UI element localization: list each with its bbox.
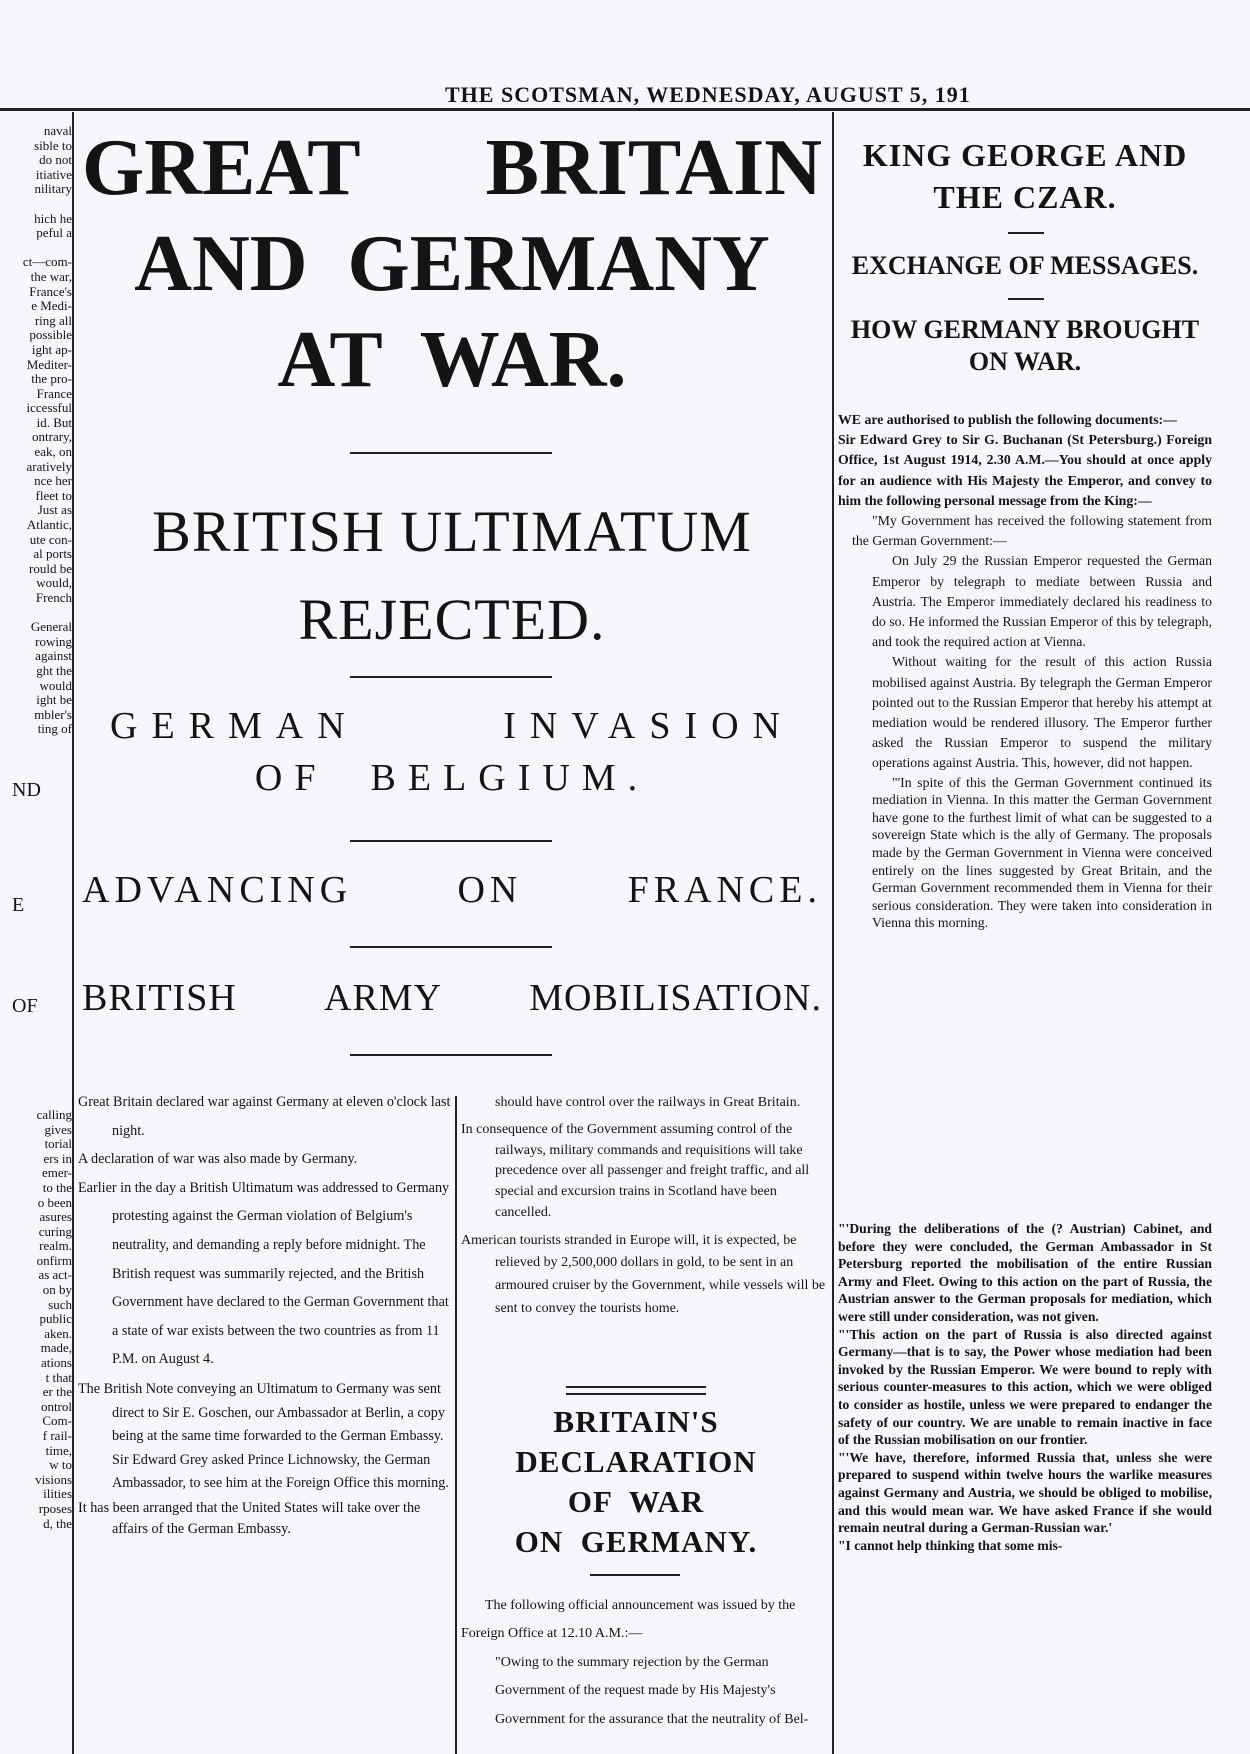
left-fragment-line: would, (36, 575, 72, 591)
headline-line-1 (82, 120, 822, 216)
left-fragment-line: France (36, 385, 72, 401)
column-rule-center (455, 1096, 457, 1754)
left-fragment-line: emer- (41, 1165, 72, 1181)
article-paragraph (461, 1120, 832, 1224)
left-fragment-line: ontrary, (32, 429, 72, 445)
right-paragraph: Sir Edward Grey to Sir G. Buchanan (St Petersburg.) Foreign Office, 1st August 1914, 2.30 A.M.—You should at once apply for an audience with His Majesty the Emperor, and convey to him the following personal message from the King:— (838, 432, 1212, 508)
subheadline-german: GERMAN (110, 705, 359, 747)
article-paragraph (461, 1093, 832, 1114)
left-fragment-line: naval (43, 124, 72, 138)
left-fragment-line: aken. (44, 1325, 72, 1341)
left-fragment-line (0, 197, 72, 212)
left-fragment-line: visions (35, 1471, 72, 1487)
left-fragment-line: nilitary (34, 181, 72, 197)
declaration-headline (461, 1402, 811, 1562)
left-fragment-line: ght the (36, 662, 72, 678)
right-paragraph: "'During the deliberations of the (? Austrian) Cabinet, and before they were concluded, the German Ambassador in St Petersburg reported the mobilisation of the entire Russian Army and Fleet. Owing to this action on the part of Russia, the Austrian answer to the German proposals for mediation, which were still under consideration, was not given. (838, 1221, 1212, 1324)
left-fragment-line: ight be (36, 692, 72, 708)
masthead: THE SCOTSMAN, WEDNESDAY, AUGUST 5, 191 (445, 82, 971, 107)
left-fragment-line: curing (38, 1223, 72, 1239)
right-headline-how-line1: HOW GERMANY BROUGHT (850, 315, 1200, 344)
left-fragment-line: ations (40, 1355, 72, 1371)
article-left-body (78, 1088, 451, 1540)
left-fragment-line: er the (42, 1384, 72, 1400)
left-fragment-line: itiative (35, 166, 72, 182)
left-fragment-line: ring all (34, 312, 72, 328)
declaration-line: DECLARATION (515, 1444, 757, 1479)
subheadline-advancing-word: ADVANCING (82, 869, 353, 911)
headline-great: GREAT (82, 124, 361, 212)
left-fragment-line: iccessful (26, 400, 72, 416)
left-fragment-line: torial (44, 1136, 72, 1152)
subheadline-british-word: BRITISH (82, 977, 237, 1019)
separator-3 (350, 840, 552, 842)
article-middle-body (461, 1093, 832, 1322)
subheadline-invasion-line2: OF BELGIUM. (254, 757, 650, 799)
right-headline-how-germany (838, 314, 1212, 378)
left-fragment-line: possible (29, 327, 72, 343)
paragraph-text: Earlier in the day a British Ultimatum was addressed to Germany protesting against the German violation of Belgium's neutrality, and demanding a reply before midnight. The British request was summarily rejected, and the British Government have declared to the German Government that a state of war exists between the two countries as from 11 P.M. on August 4. (78, 1179, 450, 1368)
left-fragment-line: made, (40, 1340, 72, 1356)
left-fragment-line: Mediter- (26, 356, 72, 372)
article-paragraph (461, 1230, 832, 1320)
left-fragment-line: the pro- (31, 371, 72, 387)
left-fragment-line: ight ap- (31, 341, 72, 357)
left-fragment-line: Com- (42, 1413, 72, 1429)
left-fragment-of: OF (12, 994, 38, 1017)
right-headline-how-line2: ON WAR. (968, 347, 1082, 376)
left-fragment-line: ontrol (40, 1398, 72, 1414)
left-fragment-line: mbler's (34, 706, 72, 722)
right-paragraph: Without waiting for the result of this action Russia mobilised against Austria. By telegraph the German Emperor pointed out to the Russian Emperor that hereby his attempt at mediation would be rendered illusory. The Emperor further asked the Russian Emperor to suspend the military operations against Austria. This, however, did not happen. (872, 654, 1212, 771)
left-fragment-line: nce her (34, 473, 72, 489)
paragraph-text: American tourists stranded in Europe will, it is expected, be relieved by 2,500,000 dollars in gold, to be sent in an armoured cruiser by the Government, while vessels will be sent to convey the tourists home. (461, 1232, 826, 1316)
article-paragraph (78, 1174, 451, 1374)
left-fragment-line: ers in (43, 1150, 72, 1166)
right-headline-king-czar: KING GEORGE AND THE CZAR. (862, 137, 1188, 215)
declaration-line: ON GERMANY. (514, 1524, 758, 1559)
left-fragments-top (0, 124, 72, 737)
left-fragment-line: time, (45, 1442, 72, 1458)
left-fragment-line: public (39, 1311, 72, 1327)
subheadline-ultimatum-line1: BRITISH ULTIMATUM (152, 499, 752, 564)
right-separator-1 (1008, 232, 1044, 234)
left-fragment-line: peful a (36, 225, 72, 241)
left-fragment-line: w to (49, 1457, 72, 1473)
left-fragment-line: f rail- (42, 1428, 72, 1443)
subheadline-mobilisation (82, 976, 822, 1020)
left-fragment-line: onfirm (36, 1252, 72, 1268)
left-fragment-line: e Medi- (31, 298, 72, 314)
left-fragment-line: ting of (37, 721, 72, 737)
paragraph-text: It has been arranged that the United States will take over the affairs of the German Embassy. (78, 1499, 421, 1537)
right-paragraph: "I cannot help thinking that some mis- (838, 1537, 1063, 1553)
paragraph-text: In consequence of the Government assuming control of the railways, military commands and requisitions will take precedence over all passenger and freight traffic, and all special and excursion trains in Scotland have been cancelled. (461, 1121, 810, 1220)
separator-6 (590, 1574, 680, 1576)
right-headline-exchange: EXCHANGE OF MESSAGES. (851, 251, 1199, 280)
left-fragment-line: sible to (34, 137, 72, 153)
separator-2 (350, 676, 552, 678)
left-fragment-line: id. But (36, 414, 72, 430)
left-fragment-line: ilities (43, 1486, 72, 1502)
subheadline-advancing (82, 868, 822, 912)
subheadline-mobilisation-word: MOBILISATION. (529, 977, 822, 1019)
article-paragraph (78, 1088, 451, 1145)
right-article-body (838, 410, 1212, 932)
left-fragment-line: on by (42, 1282, 72, 1298)
left-fragment-line (0, 241, 72, 256)
left-fragment-line: as act- (38, 1267, 72, 1283)
left-fragment-e: E (12, 893, 25, 916)
left-fragment-line: eak, on (34, 444, 72, 460)
left-fragment-line: General (30, 619, 72, 635)
left-fragment-nd: ND (12, 778, 41, 801)
left-fragment-line: ct—com- (22, 254, 72, 270)
declaration-line: OF WAR (567, 1484, 705, 1519)
left-fragment-line: the war, (30, 268, 72, 284)
paragraph-text: "Owing to the summary rejection by the German Government of the request made by His Majesty's Government for the assurance that the neutrality of Bel- (495, 1654, 809, 1727)
paragraph-text: The following official announcement was issued by the Foreign Office at 12.10 A.M.:— (461, 1598, 796, 1642)
left-fragment-line: hich he (34, 210, 72, 226)
subheadline-on-word: ON (457, 869, 523, 911)
left-fragment-line: realm. (39, 1238, 72, 1254)
left-fragment-line: against (35, 648, 72, 664)
headline-line-2: AND GERMANY (134, 220, 770, 308)
right-paragraph: "My Government has received the following statement from the German Government:— (852, 513, 1212, 549)
left-fragment-column (0, 124, 72, 1531)
left-fragment-line: such (48, 1296, 72, 1312)
subheadline-ultimatum-line2: REJECTED. (298, 587, 606, 652)
left-fragment-line: France's (29, 283, 72, 299)
left-fragment-line: calling (36, 1106, 72, 1122)
left-fragment-line: do not (39, 152, 72, 168)
headline-britain: BRITAIN (485, 124, 822, 212)
right-paragraph: "'In spite of this the German Government continued its mediation in Vienna. In this matter the German Government have gone to the furthest limit of what can be suggested to a sovereign State which is the ally of Germany. The proposals made by the German Government in Vienna were conceived entirely on the lines suggested by Great Britain, and the German Government recommended them in Vienna for their serious consideration. They were taken into consideration in Vienna this morning. (872, 774, 1212, 931)
article-paragraph (461, 1649, 832, 1734)
left-fragment-line: gives (44, 1121, 72, 1137)
paragraph-text: should have control over the railways in Great Britain. (495, 1095, 801, 1110)
subheadline-france-word: FRANCE. (627, 869, 822, 911)
masthead-rule (0, 108, 1250, 111)
left-fragment-line: French (35, 590, 72, 605)
left-fragment-line: aratively (26, 458, 72, 474)
left-fragment-line: Just as (37, 502, 72, 518)
subheadline-army-word: ARMY (324, 977, 443, 1019)
right-paragraph: "'We have, therefore, informed Russia that, unless she were prepared to suspend within twelve hours the warlike measures against Germany and Austria, we should be obliged to mobilise, and this would mean war. We have asked France if she would remain neutral during a German-Russian war.' (838, 1449, 1212, 1536)
left-fragment-line: fleet to (35, 487, 72, 503)
separator-1 (350, 452, 552, 454)
left-fragment-line: rposes (38, 1500, 72, 1516)
left-fragment-line: to the (42, 1179, 72, 1195)
double-rule (566, 1386, 706, 1395)
left-fragment-line: rowing (35, 633, 72, 649)
left-fragment-line: o been (37, 1194, 72, 1210)
left-fragment-line: d, the (43, 1515, 72, 1531)
article-paragraph (78, 1145, 451, 1174)
paragraph-text: The British Note conveying an Ultimatum to Germany was sent direct to Sir E. Goschen, our Ambassador at Berlin, a copy being at the same time forwarded to the German Embassy. Sir Edward Grey asked Prince Lichnowsky, the German Ambassador, to see him at the Foreign Office this morning. (78, 1380, 449, 1492)
left-fragment-line: rould be (29, 560, 72, 576)
left-fragment-line: ute con- (29, 531, 72, 547)
right-intro: WE are authorised to publish the following documents:— (838, 412, 1177, 427)
article-paragraph (78, 1498, 451, 1540)
headline-main (82, 120, 822, 408)
left-fragment-line: Atlantic, (26, 517, 72, 533)
article-middle-body-2 (461, 1592, 832, 1734)
subheadline-invasion-word: INVASION (503, 705, 794, 747)
right-article-body-2 (838, 1220, 1212, 1554)
separator-4 (350, 946, 552, 948)
paragraph-text: A declaration of war was also made by Germany. (78, 1151, 358, 1168)
column-rule-left (72, 112, 74, 1754)
headline-line-3: AT WAR. (277, 316, 627, 404)
left-fragments-bottom (0, 1108, 72, 1531)
article-paragraph (78, 1378, 451, 1496)
column-rule-right (832, 112, 834, 1754)
right-separator-2 (1008, 298, 1044, 300)
right-paragraph: "'This action on the part of Russia is also directed against Germany—that is to say, the Power whose mediation had been invoked by the Russian Emperor. We were bound to reply with serious counter-measures to this action, which we were obliged to consider as hostile, unless we were prepared to endanger the safety of our country. We are unable to remain inactive in face of the Russian mobilisation on our frontier. (838, 1326, 1212, 1448)
left-fragment-line: t that (45, 1369, 72, 1385)
right-paragraph: On July 29 the Russian Emperor requested the German Emperor by telegraph to mediate between Russia and Austria. The Emperor immediately declared his readiness to do so. He informed the Russian Emperor of this by telegraph, and took the required action at Vienna. (872, 553, 1212, 650)
subheadline-invasion-line1 (82, 704, 822, 748)
paragraph-text: Great Britain declared war against Germany at eleven o'clock last night. (78, 1094, 451, 1139)
left-fragment-line: al ports (33, 546, 72, 562)
subheadline-invasion (82, 704, 822, 800)
left-fragment-line (0, 606, 72, 621)
left-fragment-line: asures (39, 1209, 72, 1225)
article-paragraph (461, 1592, 832, 1649)
separator-5 (350, 1054, 552, 1056)
subheadline-ultimatum (82, 488, 822, 664)
left-fragment-line: would (39, 677, 72, 693)
declaration-line: BRITAIN'S (553, 1404, 719, 1439)
